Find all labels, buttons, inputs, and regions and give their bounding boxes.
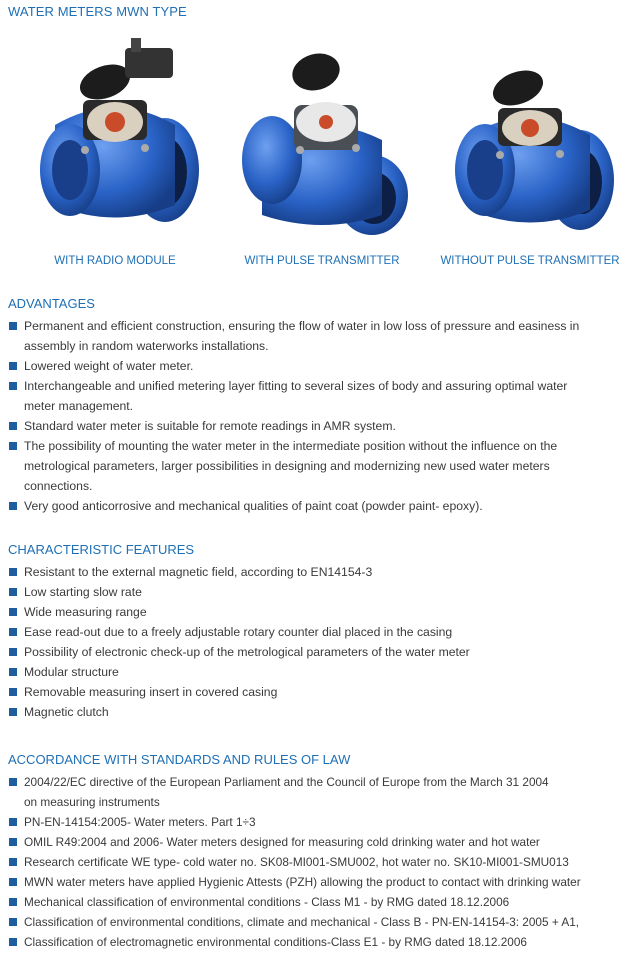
- list-item: [8, 702, 638, 722]
- list-item-line: assembly in random waterworks installations.: [24, 339, 269, 353]
- square-bullet-icon: [9, 568, 17, 576]
- square-bullet-icon: [9, 668, 17, 676]
- list-item-line: Classification of electromagnetic environmental conditions-Class E1 - by RMG dated 18.12.2006: [24, 935, 527, 949]
- list-item: [8, 496, 638, 516]
- square-bullet-icon: [9, 708, 17, 716]
- list-item: [8, 602, 638, 622]
- square-bullet-icon: [9, 938, 17, 946]
- product-caption: WITH PULSE TRANSMITTER: [244, 255, 400, 267]
- list-item-line: Very good anticorrosive and mechanical qualities of paint coat (powder paint- epoxy).: [24, 499, 483, 513]
- list-item: [8, 376, 638, 416]
- list-item-line: Modular structure: [24, 665, 119, 679]
- list-item-line: MWN water meters have applied Hygienic Attests (PZH) allowing the product to contact with drinking water: [24, 875, 581, 889]
- list-item: [8, 872, 638, 892]
- list-item: [8, 582, 638, 602]
- list-item-line: connections.: [24, 479, 93, 493]
- list-item-line: Magnetic clutch: [24, 705, 109, 719]
- list-item-line: on measuring instruments: [24, 795, 160, 809]
- features-section: [8, 542, 638, 722]
- list-item-line: Interchangeable and unified metering layer fitting to several sizes of body and assuring optimal water: [24, 379, 568, 393]
- product-pulse-transmitter: [222, 30, 422, 270]
- list-item-line: meter management.: [24, 399, 134, 413]
- square-bullet-icon: [9, 838, 17, 846]
- product-gallery: [0, 30, 641, 270]
- water-meter-pulse-transmitter-image: [232, 30, 412, 245]
- square-bullet-icon: [9, 778, 17, 786]
- list-item-line: Removable measuring insert in covered casing: [24, 685, 278, 699]
- advantages-section: [8, 296, 638, 516]
- list-item-line: Possibility of electronic check-up of the metrological parameters of the water meter: [24, 645, 470, 659]
- list-item: [8, 436, 638, 496]
- list-item: [8, 642, 638, 662]
- list-item-line: Classification of environmental conditions, climate and mechanical - Class B - PN-EN-14154-3: 2005 + A1,: [24, 915, 580, 929]
- list-item: [8, 772, 638, 812]
- square-bullet-icon: [9, 502, 17, 510]
- list-item-line: PN-EN-14154:2005- Water meters. Part 1÷3: [24, 815, 256, 829]
- list-item: [8, 562, 638, 582]
- square-bullet-icon: [9, 818, 17, 826]
- square-bullet-icon: [9, 648, 17, 656]
- list-item-line: Ease read-out due to a freely adjustable rotary counter dial placed in the casing: [24, 625, 453, 639]
- square-bullet-icon: [9, 422, 17, 430]
- list-item: [8, 852, 638, 872]
- list-item-line: Resistant to the external magnetic field, according to EN14154-3: [24, 565, 373, 579]
- advantages-heading: ADVANTAGES: [8, 296, 95, 311]
- list-item: [8, 832, 638, 852]
- standards-section: [8, 752, 638, 952]
- product-caption: WITH RADIO MODULE: [54, 255, 176, 267]
- square-bullet-icon: [9, 362, 17, 370]
- list-item-line: Low starting slow rate: [24, 585, 142, 599]
- square-bullet-icon: [9, 382, 17, 390]
- page-title: WATER METERS MWN TYPE: [8, 4, 187, 19]
- list-item: [8, 416, 638, 436]
- advantages-list: [8, 316, 638, 516]
- list-item-line: Standard water meter is suitable for remote readings in AMR system.: [24, 419, 396, 433]
- features-list: [8, 562, 638, 722]
- list-item: [8, 932, 638, 952]
- square-bullet-icon: [9, 442, 17, 450]
- square-bullet-icon: [9, 608, 17, 616]
- list-item-line: Wide measuring range: [24, 605, 147, 619]
- water-meter-radio-module-image: [25, 30, 205, 245]
- square-bullet-icon: [9, 322, 17, 330]
- list-item: [8, 356, 638, 376]
- standards-heading: ACCORDANCE WITH STANDARDS AND RULES OF LAW: [8, 752, 351, 767]
- list-item-line: Lowered weight of water meter.: [24, 359, 194, 373]
- list-item: [8, 622, 638, 642]
- list-item: [8, 892, 638, 912]
- square-bullet-icon: [9, 918, 17, 926]
- list-item-line: Mechanical classification of environmental conditions - Class M1 - by RMG dated 18.12.2006: [24, 895, 510, 909]
- square-bullet-icon: [9, 688, 17, 696]
- square-bullet-icon: [9, 898, 17, 906]
- water-meter-without-transmitter-image: [440, 30, 620, 245]
- features-heading: CHARACTERISTIC FEATURES: [8, 542, 195, 557]
- square-bullet-icon: [9, 858, 17, 866]
- square-bullet-icon: [9, 878, 17, 886]
- square-bullet-icon: [9, 588, 17, 596]
- product-caption: WITHOUT PULSE TRANSMITTER: [440, 255, 620, 267]
- product-radio-module: [15, 30, 215, 270]
- list-item: [8, 812, 638, 832]
- list-item-line: Permanent and efficient construction, ensuring the flow of water in low loss of pressure and easiness in: [24, 319, 580, 333]
- list-item: [8, 682, 638, 702]
- square-bullet-icon: [9, 628, 17, 636]
- standards-list: [8, 772, 638, 952]
- list-item-line: OMIL R49:2004 and 2006- Water meters designed for measuring cold drinking water and hot water: [24, 835, 540, 849]
- list-item: [8, 662, 638, 682]
- list-item-line: The possibility of mounting the water meter in the intermediate position without the influence on the: [24, 439, 558, 453]
- list-item-line: 2004/22/EC directive of the European Parliament and the Council of Europe from the March 31 2004: [24, 775, 549, 789]
- list-item: [8, 316, 638, 356]
- list-item: [8, 912, 638, 932]
- product-without-transmitter: [430, 30, 630, 270]
- list-item-line: metrological parameters, larger possibilities in designing and modernizing new used water meters: [24, 459, 550, 473]
- list-item-line: Research certificate WE type- cold water no. SK08-MI001-SMU002, hot water no. SK10-MI001-SMU013: [24, 855, 569, 869]
